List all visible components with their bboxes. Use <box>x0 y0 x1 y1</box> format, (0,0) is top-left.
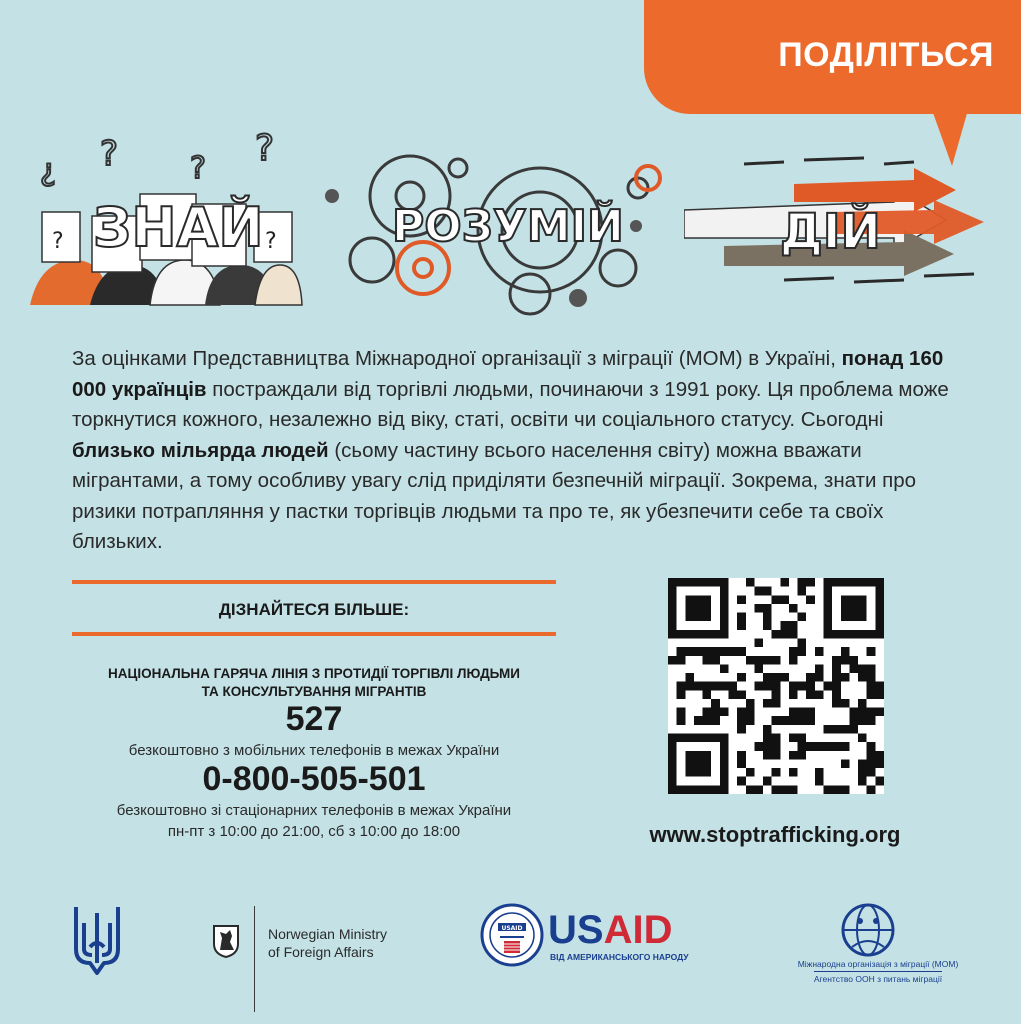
hotline-title <box>72 665 556 701</box>
long-number[interactable]: 0-800-505-501 <box>202 760 426 798</box>
svg-text:?: ? <box>100 134 119 174</box>
norway-lion-icon <box>212 924 240 958</box>
short-number-note: безкоштовно з мобільних телефонів в межах України <box>128 742 500 759</box>
svg-text:¿: ¿ <box>40 153 56 188</box>
svg-text:?: ? <box>190 151 206 186</box>
usaid-wordmark <box>548 908 672 953</box>
svg-text:?: ? <box>52 229 64 254</box>
usaid-aid: AID <box>603 908 673 952</box>
iom-line1: Міжнародна організація з міграції (МОМ) <box>797 959 959 969</box>
svg-text:?: ? <box>255 128 275 169</box>
norway-ministry-text <box>268 925 387 961</box>
body-text-part: постраждали від торгівлі людьми, починаючи з 1991 року. Ця проблема може торкнутися кожного, незалежно від віку, статі, освіти чи соціального статусу. Сьогодні <box>72 377 949 431</box>
body-emphasis-billion: близько мільярда людей <box>72 438 329 462</box>
ukraine-trident-icon <box>72 903 122 977</box>
iom-text <box>783 958 973 986</box>
divider-top <box>72 580 556 584</box>
body-emphasis-ukrainians: понад 160 000 українців <box>72 347 944 401</box>
norway-line2: of Foreign Affairs <box>268 944 374 960</box>
hotline-title-line1: НАЦІОНАЛЬНА ГАРЯЧА ЛІНІЯ З ПРОТИДІЇ ТОРГІВЛІ ЛЮДЬМИ <box>107 666 520 681</box>
long-number-note: безкоштовно зі стаціонарних телефонів в межах України <box>116 802 512 819</box>
norway-line1: Norwegian Ministry <box>268 926 388 942</box>
understand-word: РОЗУМІЙ <box>392 201 624 252</box>
qr-code[interactable] <box>668 578 884 794</box>
usaid-us: US <box>548 908 604 952</box>
learn-more-heading: ДІЗНАЙТЕСЯ БІЛЬШЕ: <box>218 600 410 619</box>
share-label[interactable]: ПОДІЛІТЬСЯ <box>778 36 994 74</box>
website-link[interactable]: www.stoptrafficking.org <box>649 822 901 847</box>
short-number[interactable]: 527 <box>285 700 343 738</box>
know-word: ЗНАЙ <box>93 196 264 259</box>
body-text-part: За оцінками Представництва Міжнародної організації з міграції (МОМ) в Україні, <box>72 347 842 370</box>
act-word: ДІЙ <box>780 204 881 260</box>
usaid-seal-text: USAID <box>501 925 523 932</box>
body-text-part: (сьому частину всього населення світу) можна вважати мігрантами, а тому особливу увагу слід приділяти безпечній міграції. Зокрема, знати про ризики потрапляння у пастки торгівців людьми та про те, як убезпечити себе та своїх близьких. <box>72 438 917 553</box>
svg-text:?: ? <box>265 229 277 254</box>
usaid-seal-icon <box>480 903 544 967</box>
norway-divider <box>254 906 255 1012</box>
body-paragraph <box>72 344 972 558</box>
usaid-subtitle: ВІД АМЕРИКАНСЬКОГО НАРОДУ <box>550 952 689 962</box>
divider-bottom <box>72 632 556 636</box>
hotline-title-line2: ТА КОНСУЛЬТУВАННЯ МІГРАНТІВ <box>201 684 427 699</box>
working-hours: пн-пт з 10:00 до 21:00, сб з 10:00 до 18:00 <box>167 823 461 840</box>
iom-globe-icon <box>838 903 898 957</box>
iom-line2: Агентство ООН з питань міграції <box>814 971 942 986</box>
